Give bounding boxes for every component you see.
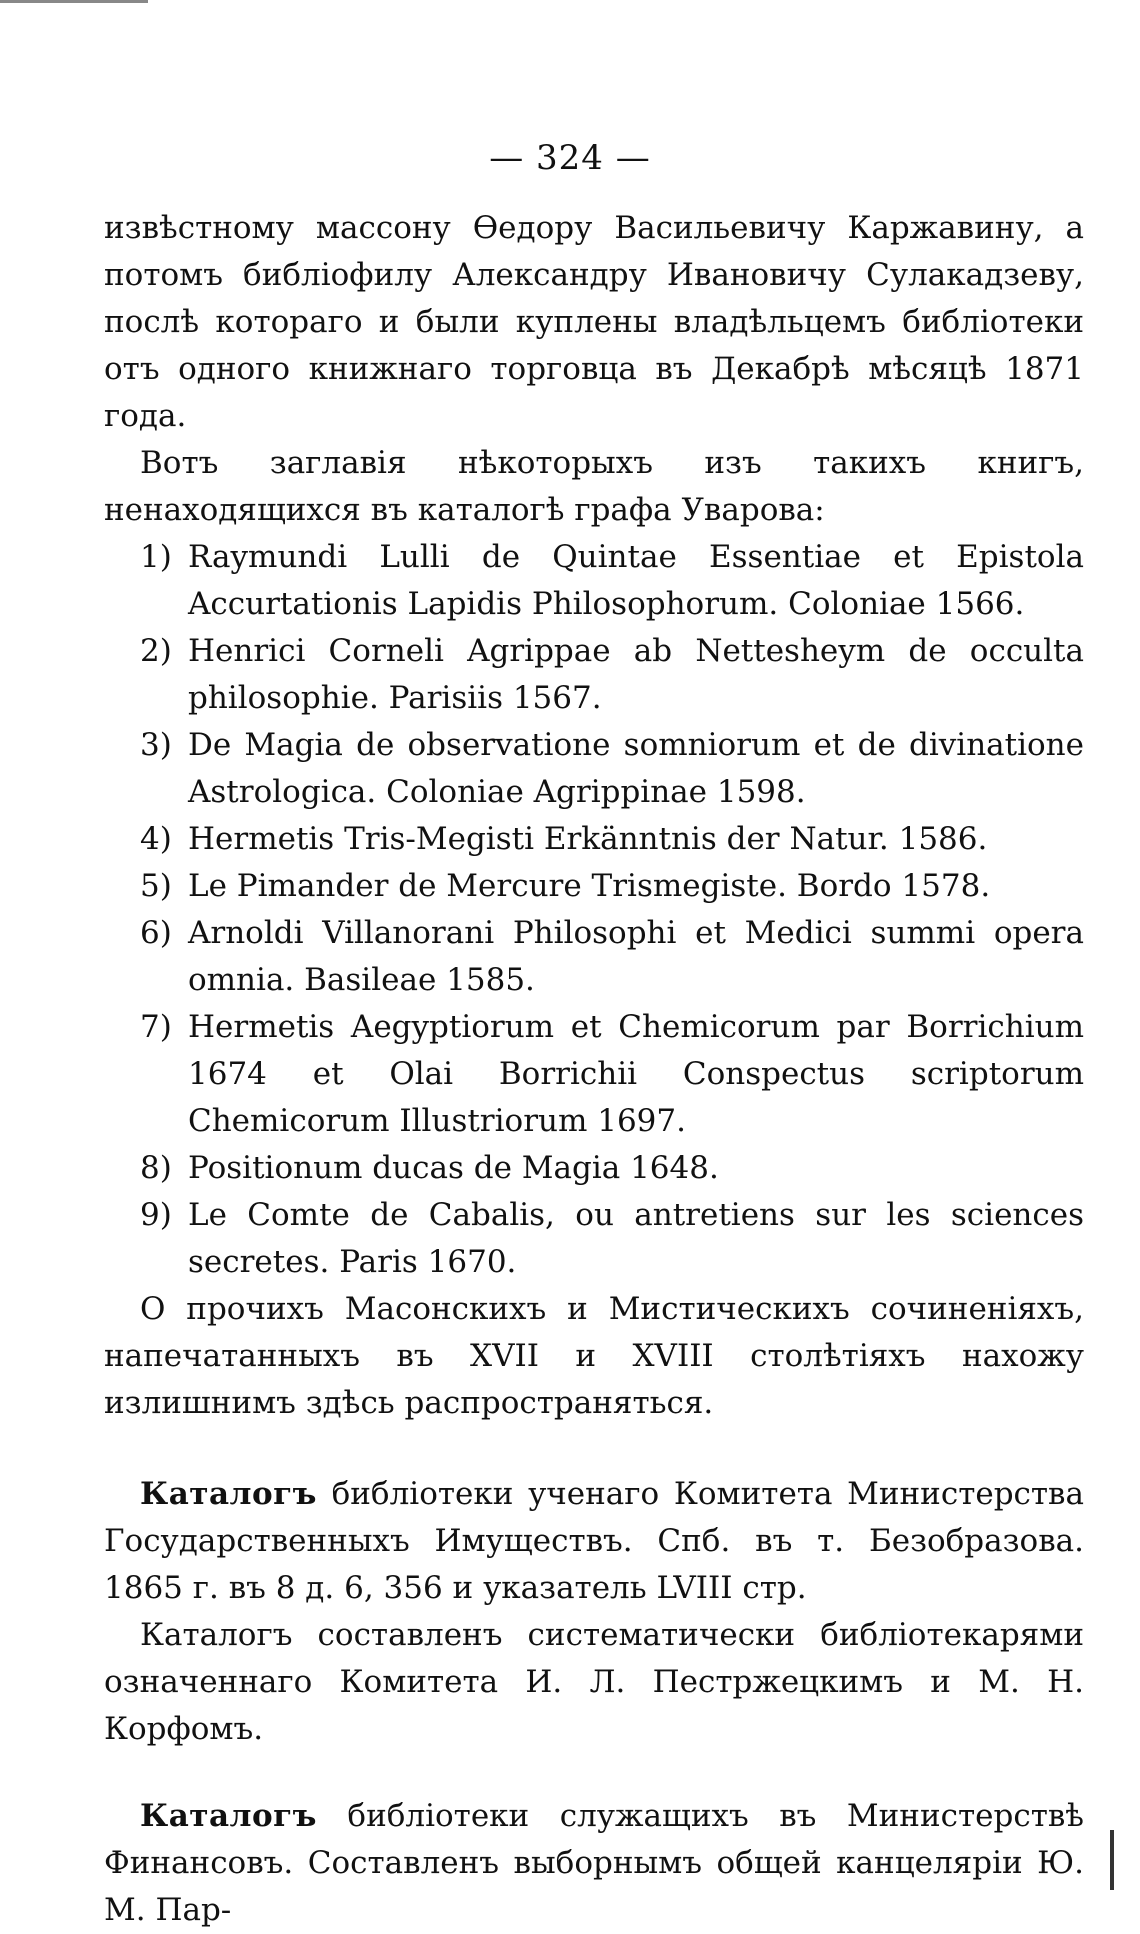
list-item-text: De Magia de observatione somniorum et de divinatione Astrologica. Coloniae Agrippinae 1598. (188, 727, 1084, 810)
catalog-entry-text: библіотеки служащихъ въ Министерствѣ Финансовъ. Составленъ выборнымъ общей канцеляріи Ю. М. Пар- (104, 1798, 1084, 1928)
list-item-text: Raymundi Lulli de Quintae Essentiae et Epistola Accurtationis Lapidis Philosophorum. Coloniae 1566. (188, 539, 1084, 622)
paragraph-other-works: О прочихъ Масонскихъ и Мистическихъ сочиненіяхъ, напечатанныхъ въ XVII и XVIII столѣтіяхъ нахожу излишнимъ здѣсь распространяться. (104, 1291, 1084, 1421)
list-item-number: 3) (140, 727, 172, 763)
list-item-number: 6) (140, 915, 172, 951)
list-item-number: 9) (140, 1197, 172, 1233)
catalog-entry-text: библіотеки ученаго Комитета Министерства Государственныхъ Имуществъ. Спб. въ т. Безобразова. 1865 г. въ 8 д. 6, 356 и указатель LVIII стр. (104, 1476, 1084, 1606)
list-item-number: 4) (140, 821, 172, 857)
paragraph-continuation: извѣстному масcону Ѳедору Васильевичу Каржавину, а потомъ библіофилу Александру Ивановичу Сулакадзеву, послѣ котораго и были куплены владѣльцемъ библіотеки отъ одного книжнаго торговца въ Декабрѣ мѣсяцѣ 1871 года. (104, 210, 1084, 434)
catalog-entry-ministry-finance (104, 1793, 1084, 1934)
list-item (104, 1145, 1084, 1192)
scan-edge-mark (0, 0, 148, 3)
list-item-number: 7) (140, 1009, 172, 1045)
page-body (104, 205, 1084, 1934)
list-item-text: Le Comte de Cabalis, ou antretiens sur les sciences secretes. Paris 1670. (188, 1197, 1084, 1280)
list-item-text: Henrici Corneli Agrippae ab Nettesheym de occulta philosophie. Parisiis 1567. (188, 633, 1084, 716)
list-item-text: Arnoldi Villanorani Philosophi et Medici summi opera omnia. Basileae 1585. (188, 915, 1084, 998)
list-item (104, 722, 1084, 816)
list-item (104, 816, 1084, 863)
list-item-text: Hermetis Aegyptiorum et Chemicorum par Borrichium 1674 et Olai Borrichii Conspectus scriptorum Chemicorum Illustriorum 1697. (188, 1009, 1084, 1139)
list-item (104, 863, 1084, 910)
book-list (104, 534, 1084, 1286)
list-item-number: 1) (140, 539, 172, 575)
catalog-entry-ministry-property (104, 1471, 1084, 1612)
list-item (104, 1192, 1084, 1286)
page-number: — 324 — (489, 138, 651, 178)
catalog-entry-head: Каталогъ (140, 1476, 317, 1512)
list-item-number: 5) (140, 868, 172, 904)
list-item (104, 628, 1084, 722)
list-item-number: 2) (140, 633, 172, 669)
list-item (104, 1004, 1084, 1145)
list-item (104, 534, 1084, 628)
list-item (104, 910, 1084, 1004)
list-item-text: Positionum ducas de Magia 1648. (188, 1150, 719, 1186)
paragraph-intro-list: Вотъ заглавія нѣкоторыхъ изъ такихъ книгъ, ненаходящихся въ каталогѣ графа Уварова: (104, 445, 1084, 528)
list-item-text: Le Pimander de Mercure Trismegiste. Bordo 1578. (188, 868, 991, 904)
section-gap (104, 1753, 1084, 1793)
scan-edge-mark (1110, 1830, 1114, 1890)
catalog-entry-head: Каталогъ (140, 1798, 317, 1834)
section-gap (104, 1427, 1084, 1471)
list-item-text: Hermetis Tris-Megisti Erkänntnis der Natur. 1586. (188, 821, 988, 857)
paragraph-catalog-compilers: Каталогъ составленъ систематически библіотекарями означеннаго Комитета И. Л. Пестржецкимъ и М. Н. Корфомъ. (104, 1617, 1084, 1747)
list-item-number: 8) (140, 1150, 172, 1186)
